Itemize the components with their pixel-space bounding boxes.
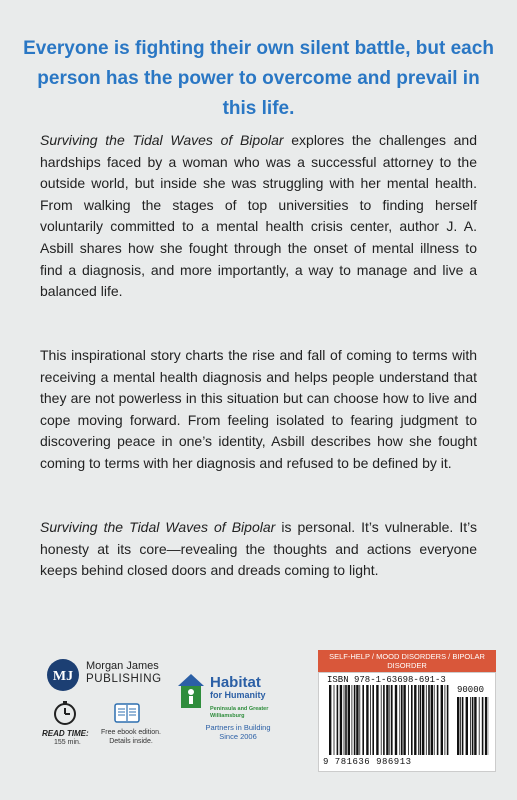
barcode-bar [479, 697, 480, 755]
habitat-name [210, 676, 266, 700]
habitat-partners-text: Partners in Building Since 2006 [205, 723, 271, 741]
barcode-bar [482, 697, 484, 755]
barcode-bar [395, 685, 397, 755]
description-paragraph-3 [40, 517, 477, 582]
habitat-name-line-1: Habitat [210, 674, 261, 691]
read-time-value: 155 min. [54, 739, 81, 746]
barcode-bar [362, 685, 364, 755]
barcode-bar [418, 685, 419, 755]
barcode-bar [457, 697, 459, 755]
barcode-bar [466, 697, 468, 755]
barcode-icon [329, 685, 449, 755]
barcode-bar [411, 685, 413, 755]
barcode-bar [403, 685, 405, 755]
description-paragraph-1 [40, 130, 477, 303]
barcode-bar [462, 697, 464, 755]
habitat-affiliate: Peninsula and Greater Williamsburg [210, 706, 269, 719]
barcode-panel [318, 672, 496, 772]
habitat-house-icon [176, 672, 206, 712]
barcode-bar [420, 685, 422, 755]
barcode-bar [340, 685, 342, 755]
barcode-bar [447, 685, 449, 755]
paragraph-3-text: is personal. It’s vulnerable. It’s honesty at its core—revealing the thoughts and actions everyone keeps behind closed doors and dreads coming to light. [40, 519, 478, 579]
barcode-bar [344, 685, 345, 755]
barcode-bar [329, 685, 331, 755]
barcode-bar [348, 685, 350, 755]
barcode-bar [472, 697, 474, 755]
barcode-bar [383, 685, 385, 755]
barcode-bar [441, 685, 443, 755]
book-title-inline: Surviving the Tidal Waves of Bipolar [40, 132, 284, 148]
paragraph-1-text: explores the challenges and hardships faced by a woman who was a successful attorney to the outside world, but inside she was struggling with her mental health. From walking the stages of top universities to finding herself voluntarily committed to a mental health crisis center, author J. A. Asbill shares how she fought through the onset of mental illness to find a diagnosis, and more importantly, a way to manage and live a balanced life. [40, 132, 478, 300]
ebook-icon [113, 702, 141, 724]
barcode-number: 9 781636 986913 [323, 757, 412, 767]
barcode-bar [428, 685, 430, 755]
ebook-note: Free ebook edition. Details inside. [101, 729, 161, 745]
price-barcode-icon [457, 697, 489, 755]
barcode-bar [370, 685, 371, 755]
barcode-bar [445, 685, 446, 755]
stopwatch-icon [52, 700, 78, 726]
barcode-bar [399, 685, 400, 755]
category-label: SELF-HELP / MOOD DISORDERS / BIPOLAR DISORDER [318, 650, 496, 672]
barcode-bar [334, 685, 335, 755]
barcode-bar [460, 697, 461, 755]
publisher-name [86, 660, 162, 686]
book-title-inline: Surviving the Tidal Waves of Bipolar [40, 519, 276, 535]
publisher-line-1: Morgan James [86, 660, 159, 672]
barcode-bar [352, 685, 353, 755]
barcode-bar [389, 685, 390, 755]
isbn-text: ISBN 978-1-63698-691-3 [327, 675, 446, 685]
barcode-bar [376, 685, 378, 755]
barcode-bar [401, 685, 403, 755]
barcode-bar [474, 697, 476, 755]
barcode-bar [408, 685, 409, 755]
barcode-bar [470, 697, 471, 755]
barcode-bar [356, 685, 358, 755]
barcode-bar [431, 685, 433, 755]
barcode-bar [434, 685, 435, 755]
barcode-bar [372, 685, 374, 755]
svg-text:MJ: MJ [52, 669, 74, 684]
barcode-bar [422, 685, 424, 755]
barcode-bar [345, 685, 347, 755]
price-code: 90000 [457, 685, 485, 695]
barcode-bar [381, 685, 382, 755]
barcode-bar [485, 697, 487, 755]
barcode-bar [437, 685, 439, 755]
morgan-james-logo-icon [46, 658, 80, 692]
description-paragraph-2: This inspirational story charts the rise and fall of coming to terms with receiving a mental health diagnosis and helps people understand that they are not powerless in this situation but can choose how to live and cope moving forward. From feeling isolated to fearing judgment to discovering peace in one’s identity, Asbill describes how she fought coming to terms with her diagnosis and refused to be defined by it. [40, 347, 477, 471]
barcode-bar [354, 685, 356, 755]
barcode-bar [386, 685, 388, 755]
headline: Everyone is fighting their own silent battle, but each person has the power to overcome and prevail in this life. [23, 38, 494, 119]
barcode-bar [426, 685, 427, 755]
barcode-bar [366, 685, 368, 755]
barcode-bar [337, 685, 339, 755]
publisher-line-2: PUBLISHING [86, 673, 162, 685]
barcode-bar [359, 685, 360, 755]
habitat-name-line-2: for Humanity [210, 690, 266, 700]
read-time-label: READ TIME: [42, 729, 89, 738]
barcode-bar [391, 685, 393, 755]
barcode-bar [414, 685, 416, 755]
